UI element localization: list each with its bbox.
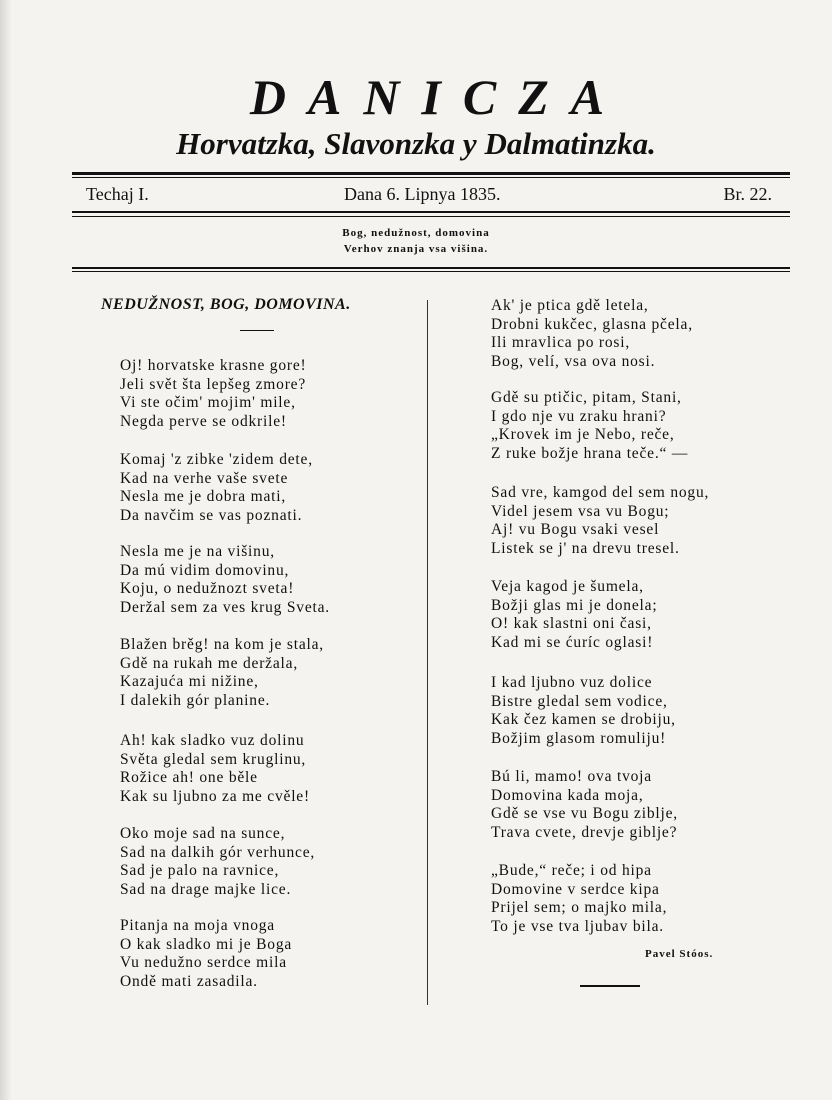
stanza: [491, 389, 688, 463]
poem-line: Gdě se vse vu Bogu ziblje,: [491, 805, 678, 823]
poem-line: Ili mravlica po rosi,: [491, 334, 631, 352]
stanza: [491, 862, 667, 936]
poem-author: Pavel Stóos.: [645, 948, 714, 960]
motto-rule-thick: [72, 267, 790, 269]
issue-number: Br. 22.: [723, 184, 772, 204]
poem-line: Trava cvete, drevje giblje?: [491, 823, 678, 841]
end-rule: [580, 985, 640, 987]
poem-line: Kazajuća mi nižine,: [120, 673, 259, 691]
motto-rule-thin: [72, 271, 790, 272]
poem-line: „Bude,“ reče; i od hipa: [491, 862, 652, 879]
poem-line: Sad vre, kamgod del sem nogu,: [491, 484, 710, 501]
poem-line: Kad mi se ćuríc oglasi!: [491, 633, 654, 651]
poem-line: Ak' je ptica gdě letela,: [491, 297, 649, 314]
poem-line: O! kak slastni oni časi,: [491, 615, 652, 633]
poem-line: Negda perve se odkrile!: [120, 412, 287, 430]
column-divider: [427, 300, 428, 1005]
poem-line: Komaj 'z zibke 'zidem dete,: [120, 451, 313, 468]
poem-line: Listek se j' na drevu tresel.: [491, 539, 680, 557]
stanza: [491, 768, 678, 842]
poem-line: O kak sladko mi je Boga: [120, 935, 293, 953]
poem-line: Sad na drage majke lice.: [120, 880, 292, 898]
poem-line: Prijel sem; o majko mila,: [491, 899, 668, 917]
poem-line: Vi ste očim' mojim' mile,: [120, 394, 296, 412]
stanza: [120, 636, 324, 710]
poem-line: Z ruke božje hrana teče.“ —: [491, 444, 689, 462]
poem-line: Bú li, mamo! ova tvoja: [491, 768, 652, 785]
header-rule-mid-thick: [72, 211, 790, 213]
poem-line: Domovina kada moja,: [491, 786, 644, 804]
stanza: [491, 484, 709, 558]
stanza: [120, 917, 292, 991]
poem-line: To je vse tva ljubav bila.: [491, 917, 664, 935]
poem-line: Deržal sem za ves krug Sveta.: [120, 598, 330, 616]
poem-line: Bog, velí, vsa ova nosi.: [491, 352, 656, 370]
header-rule-top-thick: [72, 172, 790, 175]
poem-title: NEDUŽNOST, BOG, DOMOVINA.: [101, 296, 351, 313]
poem-line: Aj! vu Bogu vsaki vesel: [491, 521, 660, 539]
poem-line: Vu nedužno serdce mila: [120, 954, 287, 972]
stanza: [491, 674, 676, 748]
poem-line: Oko moje sad na sunce,: [120, 825, 286, 842]
poem-line: Sad na dalkih gór verhunce,: [120, 843, 316, 861]
poem-line: Da mú vidim domovinu,: [120, 561, 290, 579]
header-rule-mid-thin: [72, 216, 790, 217]
poem-line: Veja kagod je šumela,: [491, 578, 644, 595]
newspaper-title: DANICZA: [249, 69, 627, 125]
poem-line: Sad je palo na ravnice,: [120, 862, 280, 880]
stanza: [120, 825, 315, 899]
stanza: [491, 297, 693, 371]
poem-line: Světa gledal sem kruglinu,: [120, 750, 307, 768]
poem-line: Ah! kak sladko vuz dolinu: [120, 732, 305, 749]
poem-line: Kak su ljubno za me cvěle!: [120, 787, 310, 805]
title-underline: [240, 330, 274, 331]
poem-line: Kak čez kamen se drobiju,: [491, 711, 676, 729]
header-rule-top-thin: [72, 177, 790, 178]
poem-line: Pitanja na moja vnoga: [120, 917, 275, 934]
motto-line-1: Bog, nedužnost, domovina: [342, 227, 490, 239]
poem-line: Koju, o nedužnozt sveta!: [120, 580, 295, 598]
poem-line: I dalekih gór planine.: [120, 691, 271, 709]
stanza: [120, 451, 313, 525]
poem-line: Ondě mati zasadila.: [120, 972, 258, 990]
poem-line: Videl jesem vsa vu Bogu;: [491, 502, 670, 520]
poem-line: Bistre gledal sem vodice,: [491, 692, 668, 710]
poem-line: Nesla me je dobra mati,: [120, 488, 287, 506]
poem-line: Božjim glasom romuliju!: [491, 729, 667, 747]
poem-line: Nesla me je na višinu,: [120, 543, 275, 560]
poem-line: Oj! horvatske krasne gore!: [120, 357, 307, 374]
poem-line: Jeli svět šta lepšeg zmore?: [120, 375, 307, 393]
issue-date: Dana 6. Lipnya 1835.: [344, 184, 501, 204]
volume-label: Techaj I.: [86, 184, 149, 204]
motto-line-2: Verhov znanja vsa višina.: [343, 243, 489, 255]
poem-line: Rožice ah! one běle: [120, 769, 258, 787]
poem-line: Da navčim se vas poznati.: [120, 506, 303, 524]
stanza: [491, 578, 657, 652]
poem-line: Drobni kukčec, glasna pčela,: [491, 315, 693, 333]
page-edge-shadow: [0, 0, 12, 1100]
poem-line: I kad ljubno vuz dolice: [491, 674, 653, 691]
poem-line: Kad na verhe vaše svete: [120, 469, 289, 487]
poem-line: Gdě na rukah me deržala,: [120, 654, 298, 672]
poem-line: I gdo nje vu zraku hrani?: [491, 407, 667, 425]
newspaper-subtitle: Horvatzka, Slavonzka y Dalmatinzka.: [176, 126, 656, 161]
poem-line: „Krovek im je Nebo, reče,: [491, 426, 675, 444]
stanza: [120, 357, 307, 431]
poem-line: Božji glas mi je donela;: [491, 596, 658, 614]
poem-line: Gdě su ptičic, pitam, Stani,: [491, 389, 682, 406]
stanza: [120, 543, 330, 617]
stanza: [120, 732, 310, 806]
poem-line: Blažen brěg! na kom je stala,: [120, 636, 324, 653]
poem-line: Domovine v serdce kipa: [491, 880, 660, 898]
